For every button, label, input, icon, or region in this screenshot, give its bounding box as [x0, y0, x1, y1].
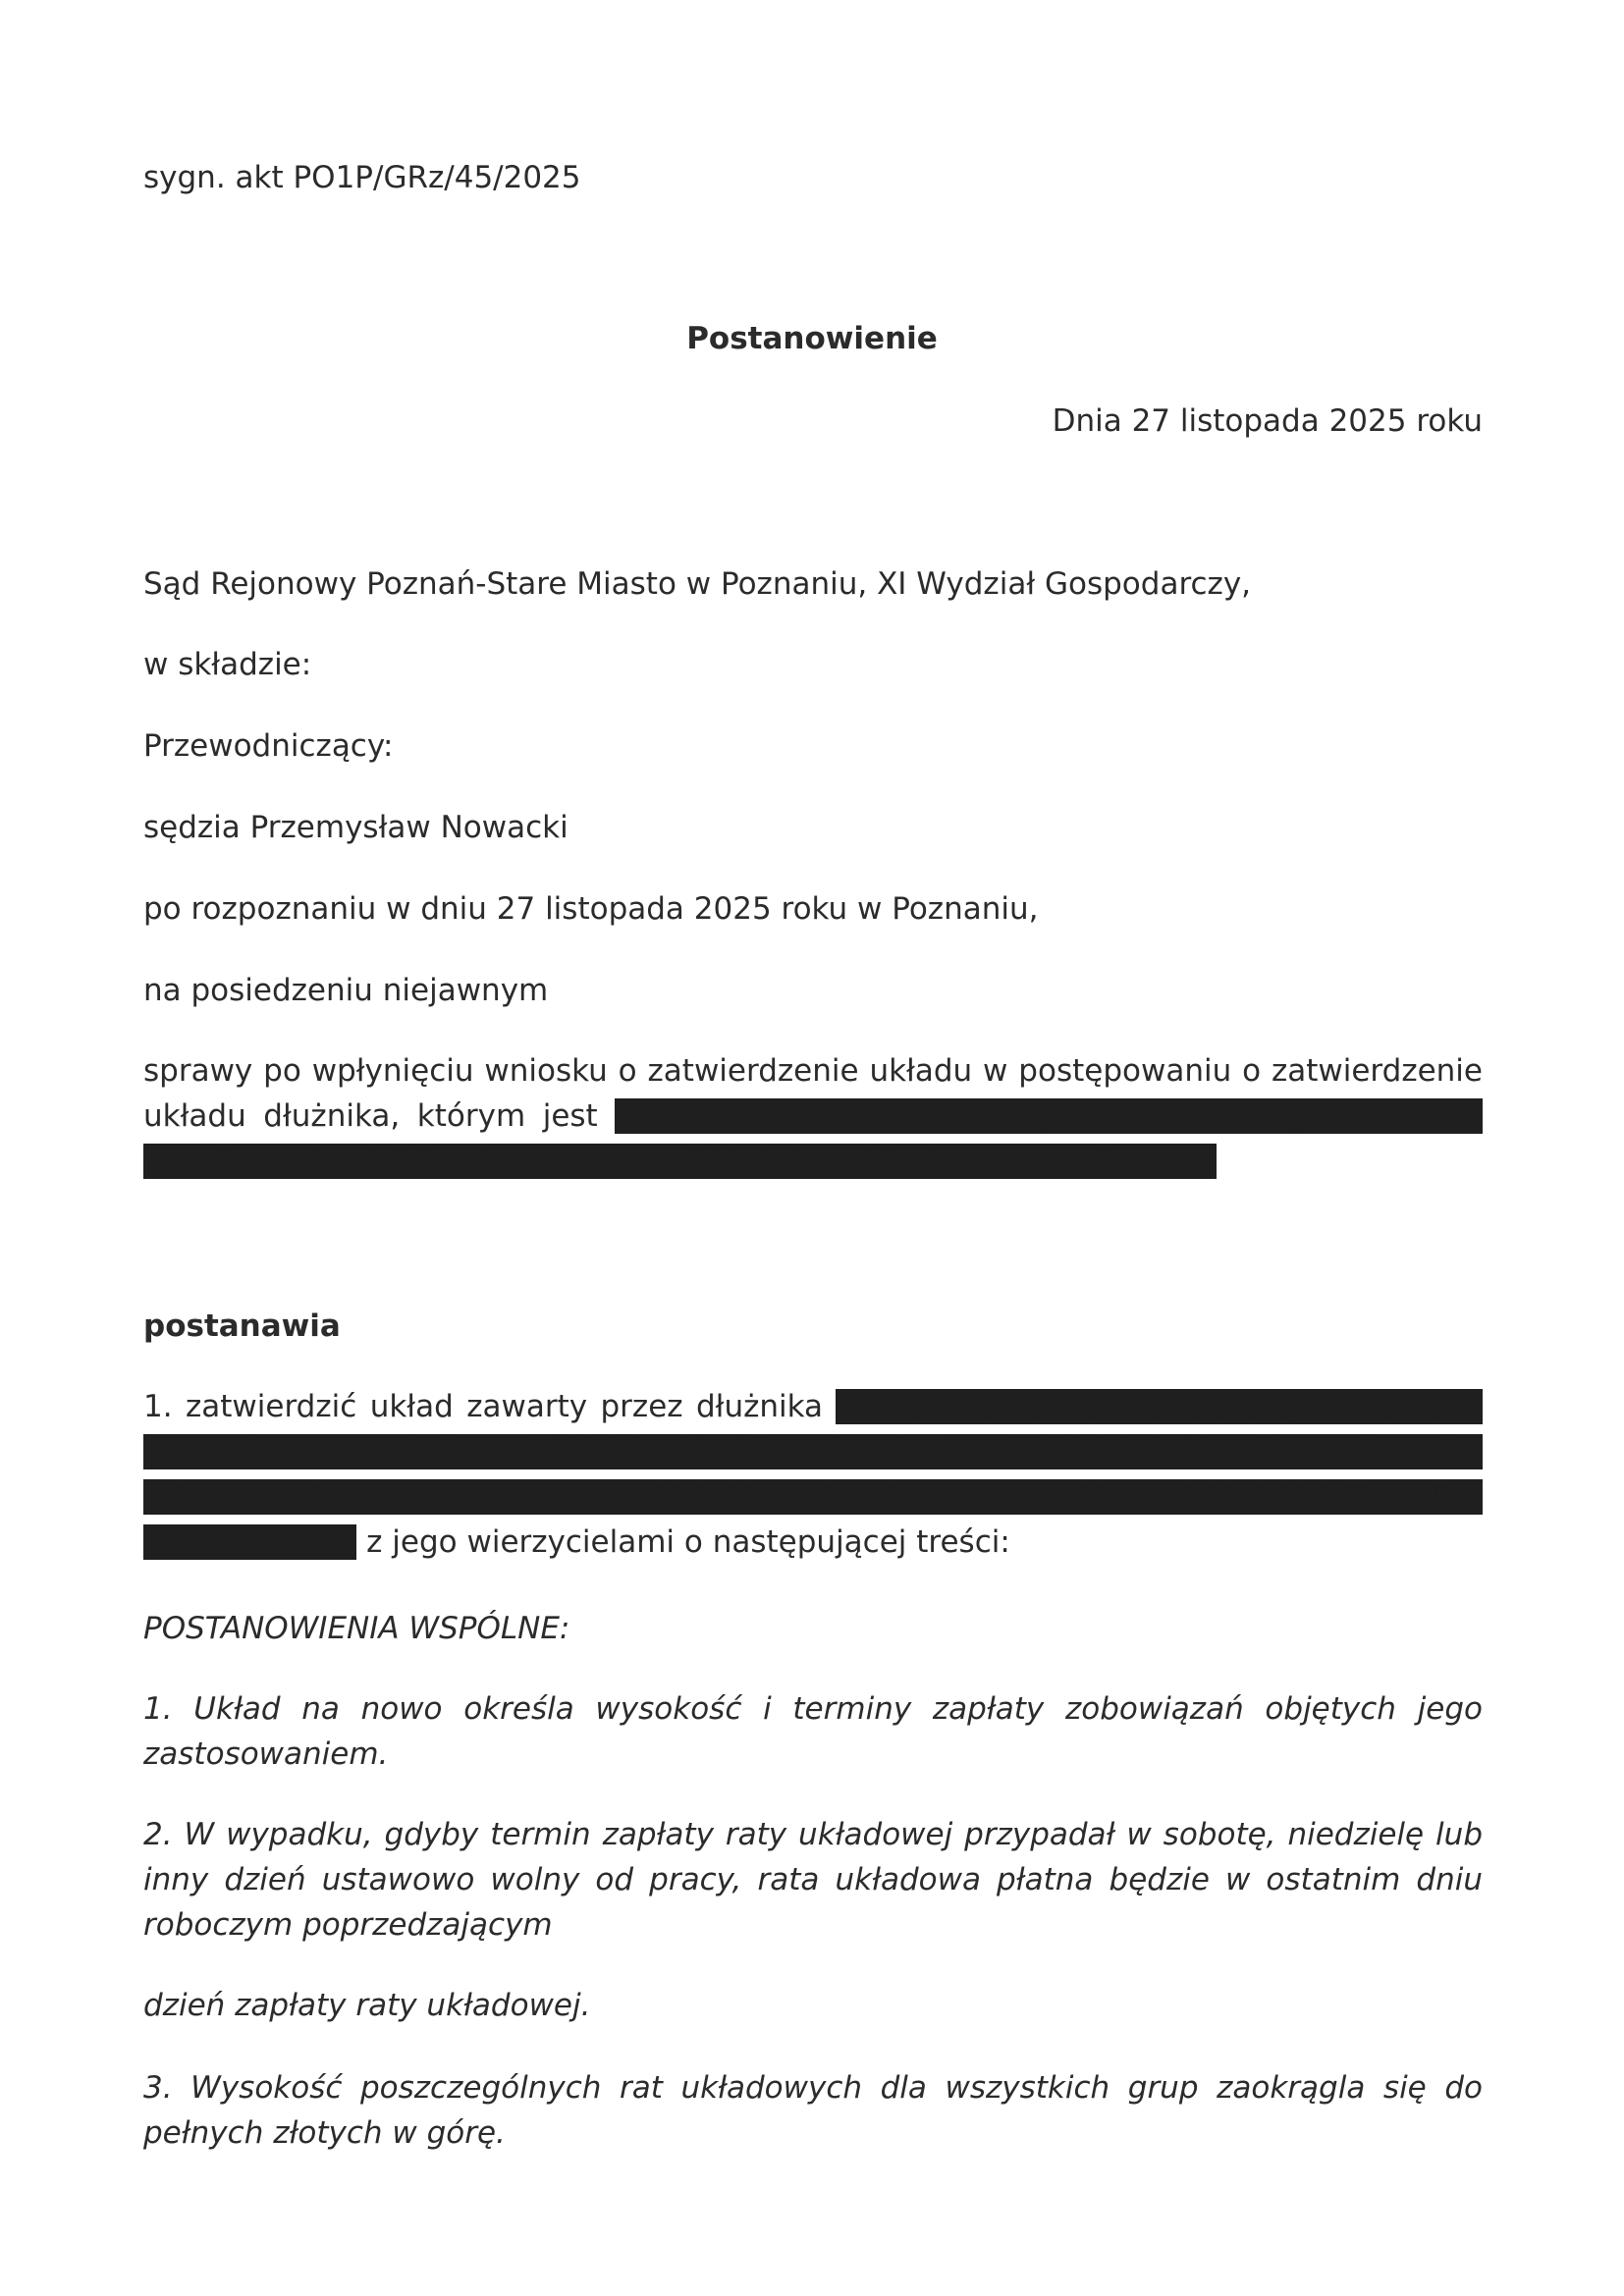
court-name: Sąd Rejonowy Poznań-Stare Miasto w Poznaniu, XI Wydział Gospodarczy,	[143, 566, 1252, 602]
item1-rest-text: z jego wierzycielami o następującej treści:	[356, 1524, 1010, 1560]
provision-3: 3. Wysokość poszczególnych rat układowych dla wszystkich grup zaokrągla się do pełnych złotych w górę.	[143, 2070, 1483, 2151]
item1-intro-text: 1. zatwierdzić układ zawarty przez dłużnika	[143, 1389, 837, 1424]
judge-name: sędzia Przemysław Nowacki	[143, 810, 568, 845]
composition-label: w składzie:	[143, 647, 312, 682]
redacted-debtor-details: Wiolettę Serocką prowadzącą działalność gospodarczą pod firmą SEROCCY 717 BUDOWNICTWO DROGOWE Wioletta Serocka adres: Zdziechowa nr 55, 62-200 Zdziechowa (PESEL: 70092309401, NIP: 7841963189)	[143, 1389, 1483, 1560]
chair-label: Przewodniczący:	[143, 728, 394, 764]
provision-2: 2. W wypadku, gdyby termin zapłaty raty układowej przypadał w sobotę, niedzielę lub inny dzień ustawowo wolny od pracy, rata układowa płatna będzie w ostatnim dniu roboczym poprzedzającym	[143, 1817, 1483, 1943]
document-title: Postanowienie	[686, 321, 938, 356]
redacted-debtor-name: Wioletta Serocka prowadzący działalność gospodarczą pod firmą SEROCCY 717 BUDOWNICTWO DROGOWE Wioletta Serocka	[143, 1098, 1483, 1179]
document-date: Dnia 27 listopada 2025 roku	[1052, 403, 1483, 439]
decision-item-1	[143, 1384, 1483, 1565]
case-description	[143, 1048, 1483, 1184]
decision-heading: postanawia	[143, 1308, 341, 1344]
provision-1: 1. Układ na nowo określa wysokość i terminy zapłaty zobowiązań objętych jego zastosowaniem.	[143, 1691, 1483, 1772]
case-number: sygn. akt PO1P/GRz/45/2025	[143, 160, 581, 195]
provision-2-continuation: dzień zapłaty raty układowej.	[143, 1988, 591, 2023]
session-type: na posiedzeniu niejawnym	[143, 973, 549, 1008]
hearing-info: po rozpoznaniu w dniu 27 listopada 2025 roku w Poznaniu,	[143, 891, 1039, 927]
common-provisions-heading: POSTANOWIENIA WSPÓLNE:	[143, 1611, 570, 1646]
case-intro-text: sprawy po wpłynięciu wniosku o zatwierdzenie układu w postępowaniu o zatwierdzenie układu dłużnika, którym jest	[143, 1053, 1483, 1134]
